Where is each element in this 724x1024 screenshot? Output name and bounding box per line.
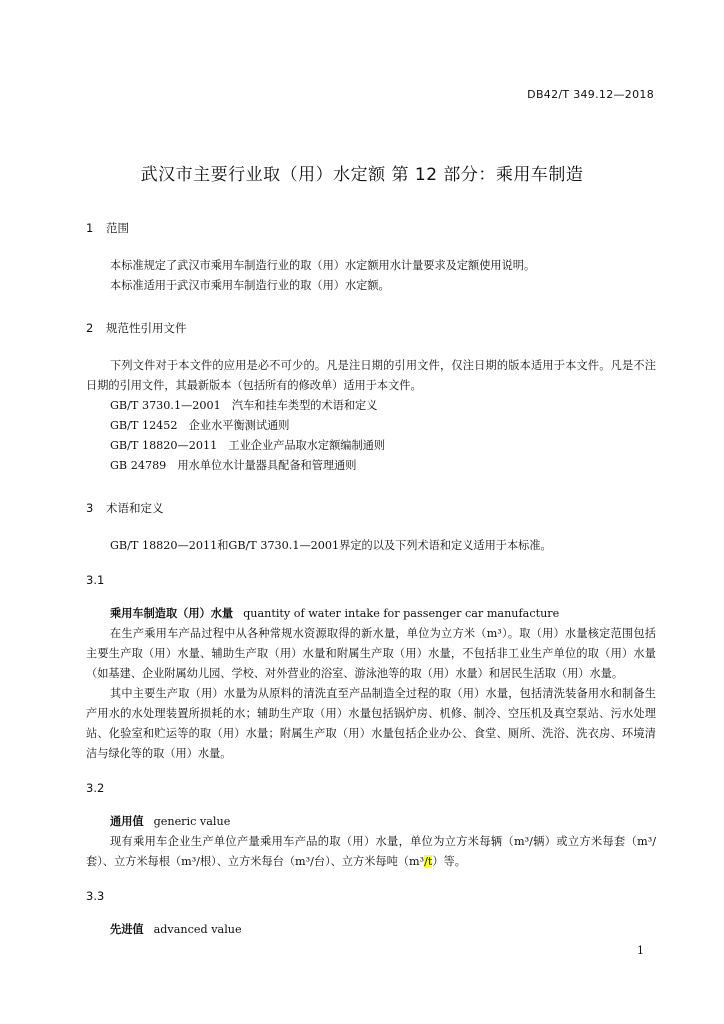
subsection-number: 3.3 [86, 889, 105, 903]
term-entry [86, 920, 656, 940]
term-definition: 其中主要生产取（用）水量为从原料的清洗直至产品制造全过程的取（用）水量，包括清洗装备用水和制备生产用水的水处理装置所损耗的水；辅助生产取（用）水量包括锅炉房、机修、制冷、空压机及真空泵站、污水处理站、化验室和贮运等的取（用）水量；附属生产取（用）水量包括企业办公、食堂、厕所、洗浴、洗衣房、环境清洁与绿化等的取（用）水量。 [86, 687, 656, 760]
reference-item: GB 24789 用水单位水计量器具配备和管理通则 [110, 459, 357, 472]
reference-item: GB/T 3730.1—2001 汽车和挂车类型的术语和定义 [110, 399, 378, 412]
term-english: advanced value [153, 923, 242, 936]
term-english: quantity of water intake for passenger car manufacture [243, 607, 560, 620]
reference-item: GB/T 18820—2011 工业企业产品取水定额编制通则 [110, 439, 386, 452]
page-title: 武汉市主要行业取（用）水定额 第 12 部分：乘用车制造 [140, 165, 584, 185]
section-number: 2 [86, 321, 94, 335]
subsection-number: 3.1 [86, 573, 105, 587]
term-english: generic value [153, 815, 231, 828]
term-definition [86, 832, 656, 872]
term-entry [86, 812, 656, 832]
document-body [86, 218, 656, 940]
section-number: 3 [86, 501, 94, 515]
highlighted-text: /t [424, 855, 433, 868]
subsection-number: 3.2 [86, 781, 105, 795]
definition-text: ）等。 [432, 855, 466, 868]
definition-text: 现有乘用车企业生产单位产量乘用车产品的取（用）水量，单位为立方米每辆（m³/辆）或立方米每套（m³/套）、立方米每根（m³/根）、立方米每台（m³/台）、立方米每吨（m³ [86, 835, 656, 868]
reference-item: GB/T 12452 企业水平衡测试通则 [110, 419, 290, 432]
document-code: DB42/T 349.12—2018 [527, 88, 654, 101]
scope-paragraph: 本标准适用于武汉市乘用车制造行业的取（用）水定额。 [110, 279, 390, 292]
section-title: 术语和定义 [106, 501, 164, 515]
term-entry [86, 604, 656, 624]
section-heading-scope [86, 218, 656, 238]
page-number: 1 [637, 944, 644, 957]
terms-intro: GB/T 18820—2011和GB/T 3730.1—2001界定的以及下列术语和定义适用于本标准。 [110, 539, 552, 552]
section-title: 规范性引用文件 [106, 321, 187, 335]
section-heading-normative-references [86, 318, 656, 338]
section-heading-terms [86, 498, 656, 518]
term-chinese: 通用值 [110, 815, 144, 828]
section-title: 范围 [106, 221, 129, 235]
scope-paragraph: 本标准规定了武汉市乘用车制造行业的取（用）水定额用水计量要求及定额使用说明。 [110, 259, 536, 272]
section-number: 1 [86, 221, 94, 235]
term-definition: 在生产乘用车产品过程中从各种常规水资源取得的新水量，单位为立方米（m³）。取（用）水量核定范围包括主要生产取（用）水量、辅助生产取（用）水量和附属生产取（用）水量，不包括非工业生产单位的取（用）水量（如基建、企业附属幼儿园、学校、对外营业的浴室、游泳池等的取（用）水量）和居民生活取（用）水量。 [86, 627, 656, 680]
term-chinese: 乘用车制造取（用）水量 [110, 607, 234, 620]
references-intro: 下列文件对于本文件的应用是必不可少的。凡是注日期的引用文件，仅注日期的版本适用于本文件。凡是不注日期的引用文件，其最新版本（包括所有的修改单）适用于本文件。 [86, 359, 656, 392]
term-chinese: 先进值 [110, 923, 144, 936]
